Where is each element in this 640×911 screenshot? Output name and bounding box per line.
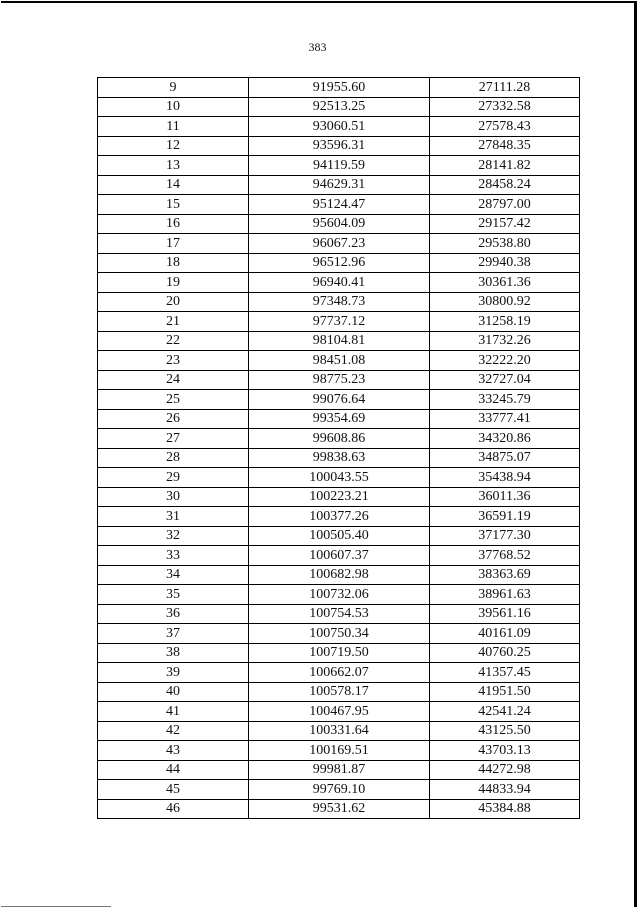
value-a-cell: 94629.31 <box>249 175 430 195</box>
table-row <box>98 214 580 234</box>
value-b-cell: 45384.88 <box>430 799 580 819</box>
page-bottom-rule <box>1 906 111 907</box>
value-a-cell: 100505.40 <box>249 526 430 546</box>
index-cell: 29 <box>98 468 249 488</box>
value-a-cell: 100732.06 <box>249 585 430 605</box>
index-cell: 11 <box>98 117 249 137</box>
index-cell: 17 <box>98 234 249 254</box>
value-a-cell: 100043.55 <box>249 468 430 488</box>
index-cell: 16 <box>98 214 249 234</box>
value-b-cell: 33777.41 <box>430 409 580 429</box>
index-cell: 13 <box>98 156 249 176</box>
index-cell: 37 <box>98 624 249 644</box>
data-table-body <box>98 78 580 819</box>
value-b-cell: 36591.19 <box>430 507 580 527</box>
table-row <box>98 351 580 371</box>
index-cell: 35 <box>98 585 249 605</box>
value-a-cell: 100331.64 <box>249 721 430 741</box>
table-row <box>98 604 580 624</box>
table-row <box>98 468 580 488</box>
value-b-cell: 41951.50 <box>430 682 580 702</box>
table-row <box>98 507 580 527</box>
value-a-cell: 99076.64 <box>249 390 430 410</box>
value-a-cell: 98775.23 <box>249 370 430 390</box>
index-cell: 43 <box>98 741 249 761</box>
value-b-cell: 31258.19 <box>430 312 580 332</box>
value-a-cell: 94119.59 <box>249 156 430 176</box>
value-b-cell: 43703.13 <box>430 741 580 761</box>
value-a-cell: 99838.63 <box>249 448 430 468</box>
value-b-cell: 29157.42 <box>430 214 580 234</box>
table-row <box>98 702 580 722</box>
table-row <box>98 97 580 117</box>
table-row <box>98 195 580 215</box>
value-b-cell: 43125.50 <box>430 721 580 741</box>
table-row <box>98 409 580 429</box>
value-a-cell: 93596.31 <box>249 136 430 156</box>
index-cell: 15 <box>98 195 249 215</box>
value-a-cell: 100719.50 <box>249 643 430 663</box>
table-row <box>98 175 580 195</box>
index-cell: 24 <box>98 370 249 390</box>
value-a-cell: 100754.53 <box>249 604 430 624</box>
index-cell: 23 <box>98 351 249 371</box>
table-row <box>98 292 580 312</box>
index-cell: 45 <box>98 780 249 800</box>
value-a-cell: 100377.26 <box>249 507 430 527</box>
value-a-cell: 91955.60 <box>249 78 430 98</box>
value-b-cell: 42541.24 <box>430 702 580 722</box>
value-b-cell: 37768.52 <box>430 546 580 566</box>
value-a-cell: 100223.21 <box>249 487 430 507</box>
index-cell: 21 <box>98 312 249 332</box>
table-row <box>98 663 580 683</box>
value-b-cell: 40161.09 <box>430 624 580 644</box>
value-a-cell: 99608.86 <box>249 429 430 449</box>
value-a-cell: 100607.37 <box>249 546 430 566</box>
table-row <box>98 624 580 644</box>
value-a-cell: 100662.07 <box>249 663 430 683</box>
table-row <box>98 390 580 410</box>
table-row <box>98 643 580 663</box>
value-a-cell: 99531.62 <box>249 799 430 819</box>
index-cell: 33 <box>98 546 249 566</box>
value-a-cell: 98104.81 <box>249 331 430 351</box>
index-cell: 38 <box>98 643 249 663</box>
table-row <box>98 78 580 98</box>
index-cell: 44 <box>98 760 249 780</box>
table-row <box>98 526 580 546</box>
table-row <box>98 741 580 761</box>
index-cell: 36 <box>98 604 249 624</box>
value-a-cell: 100578.17 <box>249 682 430 702</box>
index-cell: 28 <box>98 448 249 468</box>
table-row <box>98 565 580 585</box>
value-a-cell: 97348.73 <box>249 292 430 312</box>
index-cell: 42 <box>98 721 249 741</box>
index-cell: 32 <box>98 526 249 546</box>
table-row <box>98 234 580 254</box>
value-a-cell: 93060.51 <box>249 117 430 137</box>
value-a-cell: 96512.96 <box>249 253 430 273</box>
value-a-cell: 100467.95 <box>249 702 430 722</box>
value-a-cell: 99769.10 <box>249 780 430 800</box>
index-cell: 19 <box>98 273 249 293</box>
index-cell: 30 <box>98 487 249 507</box>
index-cell: 9 <box>98 78 249 98</box>
table-row <box>98 487 580 507</box>
value-b-cell: 33245.79 <box>430 390 580 410</box>
value-b-cell: 32727.04 <box>430 370 580 390</box>
value-b-cell: 29940.38 <box>430 253 580 273</box>
value-b-cell: 30800.92 <box>430 292 580 312</box>
value-b-cell: 38363.69 <box>430 565 580 585</box>
table-row <box>98 117 580 137</box>
value-b-cell: 35438.94 <box>430 468 580 488</box>
value-b-cell: 44272.98 <box>430 760 580 780</box>
value-a-cell: 95124.47 <box>249 195 430 215</box>
table-row <box>98 760 580 780</box>
value-a-cell: 99354.69 <box>249 409 430 429</box>
table-row <box>98 721 580 741</box>
index-cell: 22 <box>98 331 249 351</box>
value-b-cell: 37177.30 <box>430 526 580 546</box>
value-b-cell: 40760.25 <box>430 643 580 663</box>
table-row <box>98 253 580 273</box>
value-a-cell: 100682.98 <box>249 565 430 585</box>
value-a-cell: 95604.09 <box>249 214 430 234</box>
value-b-cell: 36011.36 <box>430 487 580 507</box>
index-cell: 40 <box>98 682 249 702</box>
index-cell: 12 <box>98 136 249 156</box>
page-number: 383 <box>308 40 327 54</box>
value-b-cell: 27332.58 <box>430 97 580 117</box>
value-b-cell: 28141.82 <box>430 156 580 176</box>
table-row <box>98 682 580 702</box>
table-row <box>98 585 580 605</box>
index-cell: 25 <box>98 390 249 410</box>
value-b-cell: 44833.94 <box>430 780 580 800</box>
value-b-cell: 29538.80 <box>430 234 580 254</box>
value-a-cell: 92513.25 <box>249 97 430 117</box>
index-cell: 31 <box>98 507 249 527</box>
table-row <box>98 136 580 156</box>
table-row <box>98 273 580 293</box>
table-row <box>98 312 580 332</box>
value-a-cell: 98451.08 <box>249 351 430 371</box>
value-b-cell: 34320.86 <box>430 429 580 449</box>
table-row <box>98 780 580 800</box>
value-b-cell: 27578.43 <box>430 117 580 137</box>
index-cell: 34 <box>98 565 249 585</box>
value-b-cell: 30361.36 <box>430 273 580 293</box>
table-row <box>98 546 580 566</box>
value-b-cell: 34875.07 <box>430 448 580 468</box>
value-b-cell: 27111.28 <box>430 78 580 98</box>
value-b-cell: 32222.20 <box>430 351 580 371</box>
value-a-cell: 99981.87 <box>249 760 430 780</box>
value-b-cell: 27848.35 <box>430 136 580 156</box>
index-cell: 46 <box>98 799 249 819</box>
value-b-cell: 28797.00 <box>430 195 580 215</box>
index-cell: 27 <box>98 429 249 449</box>
table-row <box>98 799 580 819</box>
value-b-cell: 38961.63 <box>430 585 580 605</box>
index-cell: 18 <box>98 253 249 273</box>
value-a-cell: 97737.12 <box>249 312 430 332</box>
index-cell: 26 <box>98 409 249 429</box>
value-b-cell: 31732.26 <box>430 331 580 351</box>
table-row <box>98 370 580 390</box>
table-row <box>98 429 580 449</box>
value-a-cell: 96067.23 <box>249 234 430 254</box>
table-row <box>98 156 580 176</box>
value-b-cell: 41357.45 <box>430 663 580 683</box>
index-cell: 41 <box>98 702 249 722</box>
index-cell: 39 <box>98 663 249 683</box>
value-b-cell: 39561.16 <box>430 604 580 624</box>
value-b-cell: 28458.24 <box>430 175 580 195</box>
value-a-cell: 96940.41 <box>249 273 430 293</box>
index-cell: 14 <box>98 175 249 195</box>
document-page <box>1 1 637 907</box>
value-a-cell: 100169.51 <box>249 741 430 761</box>
table-row <box>98 331 580 351</box>
index-cell: 10 <box>98 97 249 117</box>
value-a-cell: 100750.34 <box>249 624 430 644</box>
table-row <box>98 448 580 468</box>
data-table <box>97 77 580 819</box>
index-cell: 20 <box>98 292 249 312</box>
